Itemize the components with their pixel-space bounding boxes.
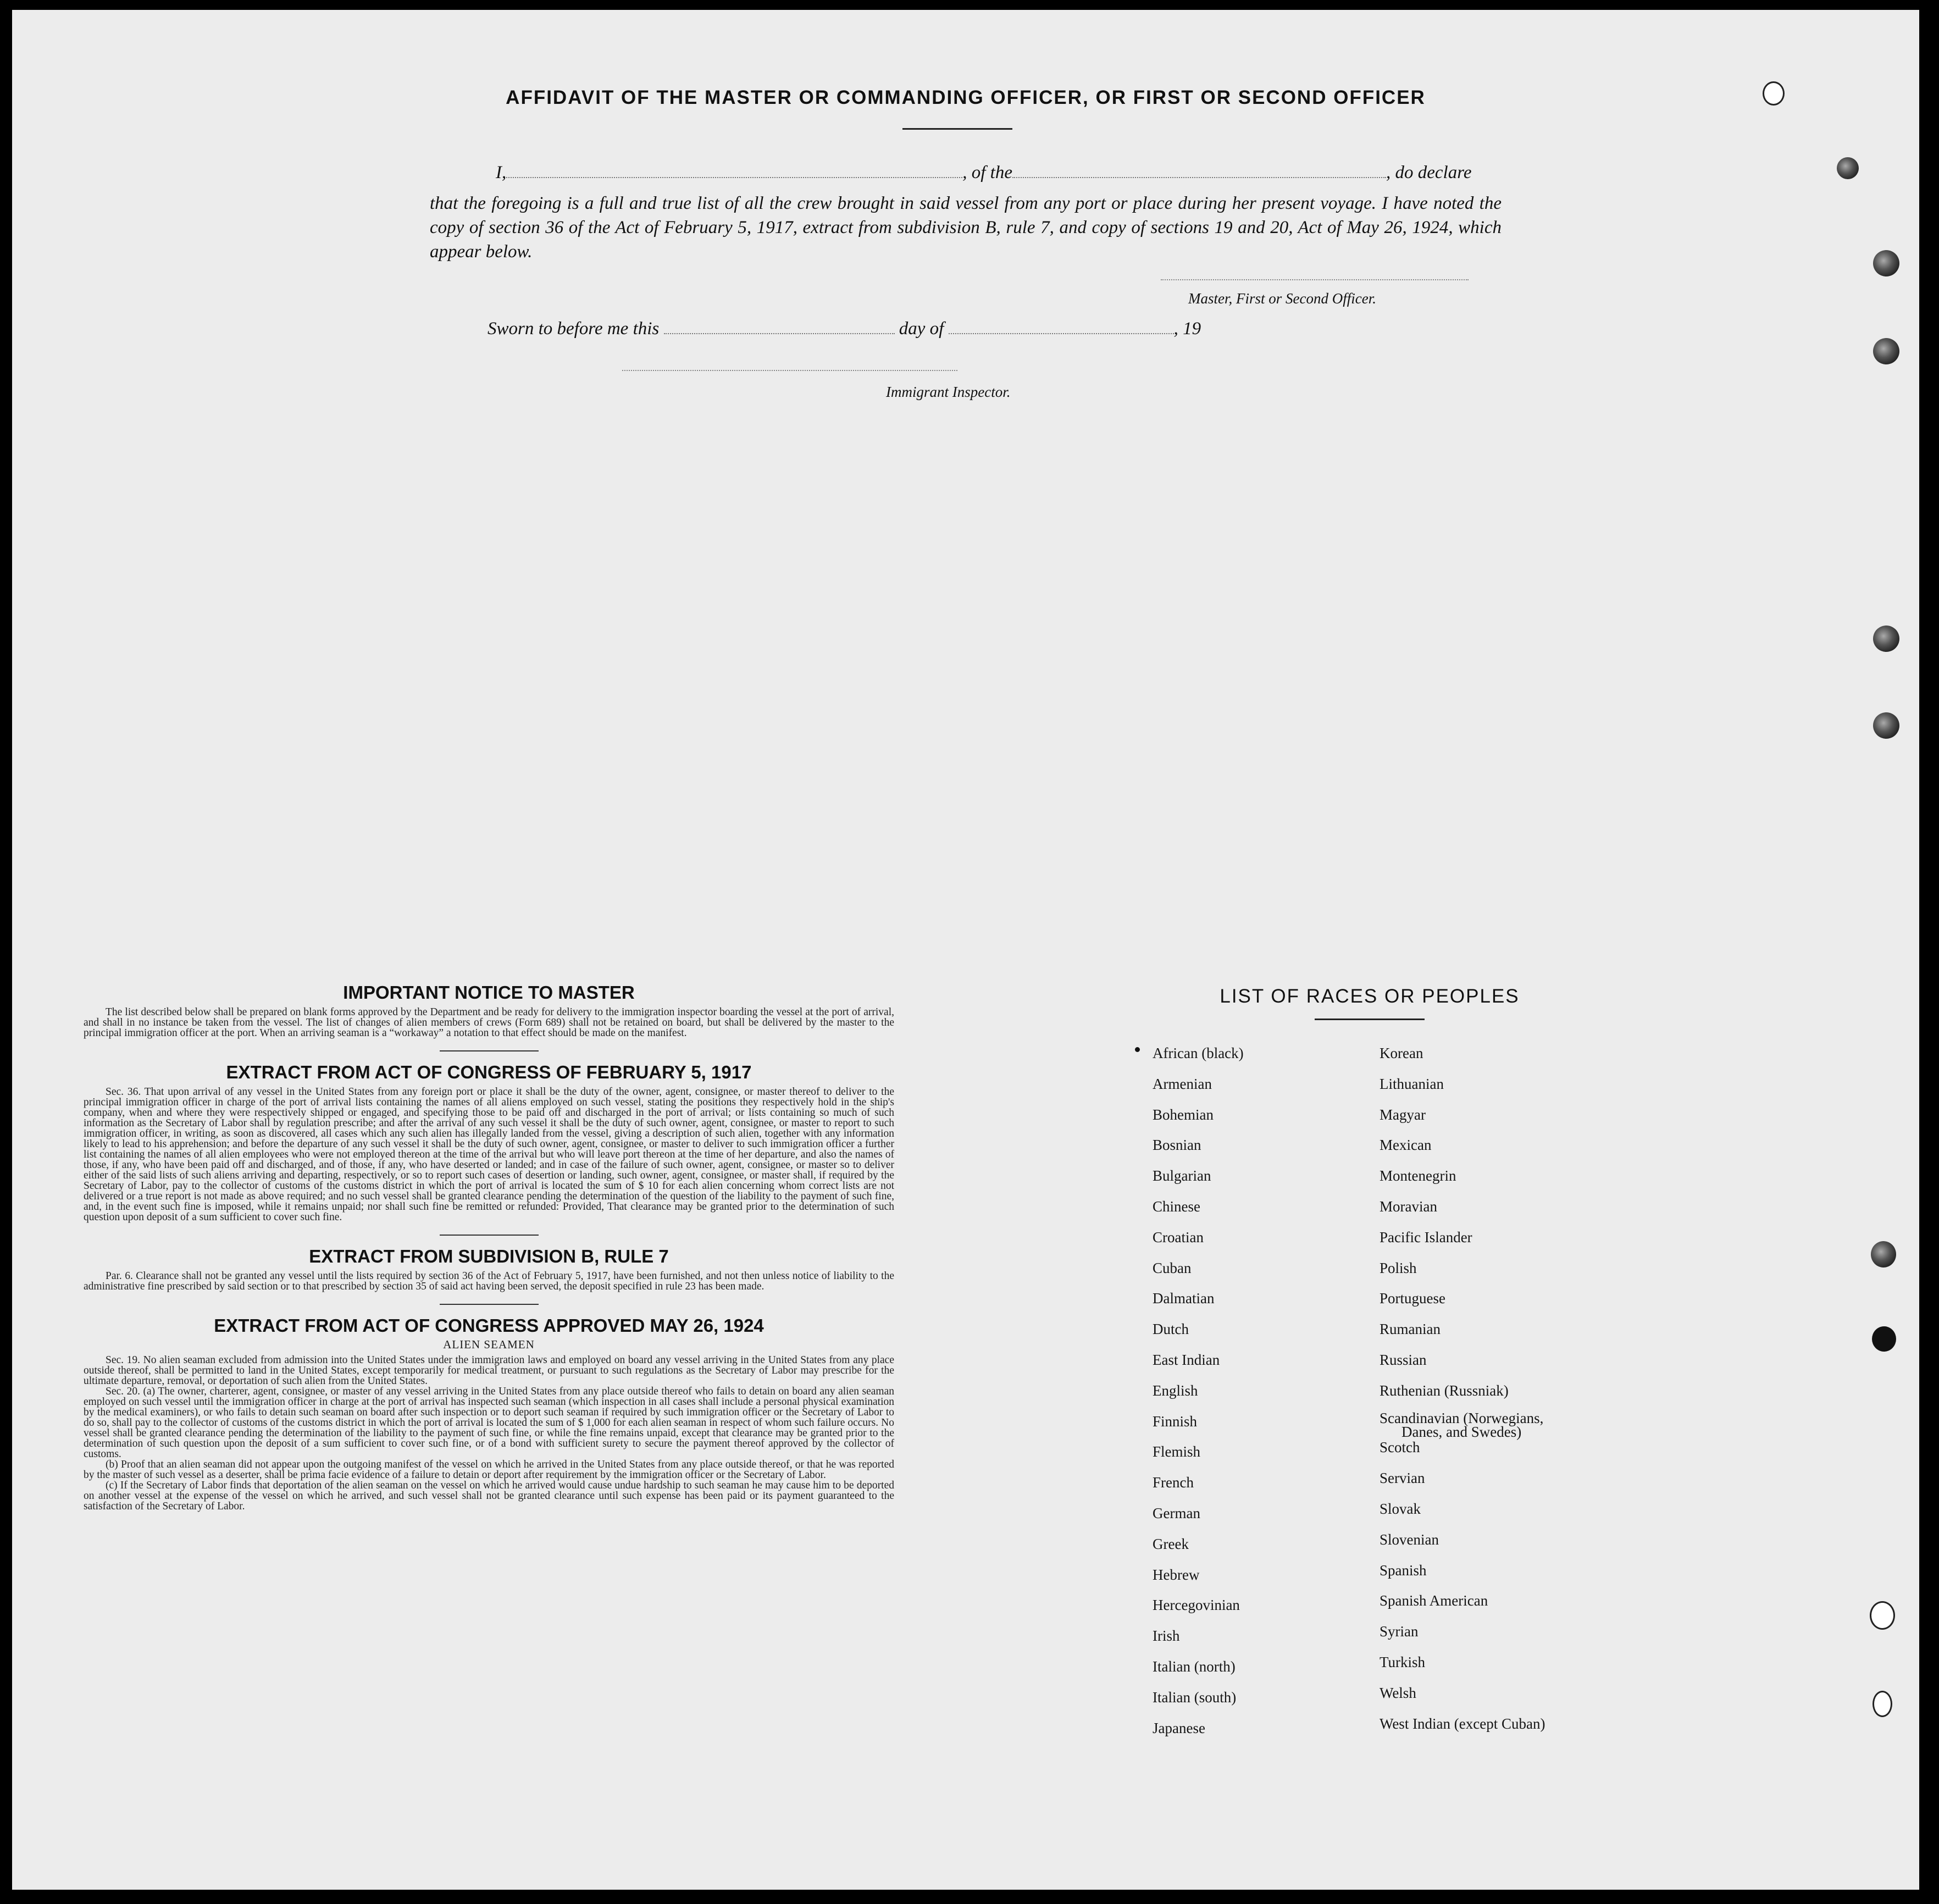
affidavit-of-the-label: , of the	[962, 163, 1012, 182]
race-item: Portuguese	[1380, 1290, 1445, 1307]
race-item: Italian (south)	[1153, 1689, 1237, 1706]
affidavit-declare-label: , do declare	[1386, 163, 1472, 182]
race-item: Montenegrin	[1380, 1167, 1456, 1185]
races-column-1	[1153, 1043, 1244, 1748]
affidavit-declaration-line	[496, 163, 1471, 183]
punch-hole	[1837, 157, 1859, 179]
punch-hole	[1872, 1326, 1896, 1352]
sec20b-text: (b) Proof that an alien seaman did not appear upon the outgoing manifest of the vessel on which he arrived in the United States from any place outside thereof, or that he was reported by the master of such vessel as a deserter, shall be prima facie evidence of a failure to detain or deport after requirement by the immigration officer or the Secretary of Labor.	[84, 1459, 894, 1481]
race-item: Bohemian	[1153, 1106, 1214, 1123]
inspector-signature-line	[622, 370, 957, 371]
race-item: Magyar	[1380, 1106, 1426, 1123]
notice-text: The list described below shall be prepared on blank forms approved by the Department and be ready for delivery to the immigration inspector boarding the vessel at the port of arrival, and shall in no instance be taken from the vessel. The list of changes of alien members of crews (Form 689) shall not be retained on board, but shall be delivered by the master to the principal immigration officer at the port. When an arriving seaman is a “workaway” a notation to that effect should be made on the manifest.	[84, 1006, 894, 1039]
race-item: Dalmatian	[1153, 1290, 1215, 1307]
race-item: Scotch	[1380, 1439, 1420, 1456]
affidavit-i-label: I,	[496, 163, 507, 182]
race-item: Mexican	[1380, 1137, 1432, 1154]
sworn-line	[487, 319, 1201, 339]
race-item: East Indian	[1153, 1351, 1220, 1368]
race-item: West Indian (except Cuban)	[1380, 1715, 1545, 1732]
race-item: Russian	[1380, 1351, 1427, 1368]
sworn-day-blank	[664, 331, 895, 334]
year-label: , 19	[1173, 319, 1201, 339]
vessel-blank	[1012, 175, 1386, 178]
divider	[440, 1304, 539, 1305]
race-item: Hebrew	[1153, 1566, 1200, 1583]
sec19-text: Sec. 19. No alien seaman excluded from admission into the United States under the immigration laws and employed on board any vessel arriving in the United States from any place outside thereof, shall be permitted to land in the United States, except temporarily for medical treatment, or pursuant to such regulations as the Secretary of Labor may prescribe for the ultimate departure, removal, or deportation of such alien from the United States.	[84, 1354, 894, 1387]
race-item: Bulgarian	[1153, 1167, 1211, 1185]
race-item: Armenian	[1153, 1075, 1212, 1092]
race-item: Syrian	[1380, 1623, 1419, 1640]
officer-signature-caption: Master, First or Second Officer.	[1188, 290, 1376, 307]
notice-heading: IMPORTANT NOTICE TO MASTER	[343, 982, 635, 1003]
punch-hole	[1873, 338, 1899, 364]
affidavit-body: that the foregoing is a full and true list of all the crew brought in said vessel from any port or place during her present voyage. I have noted the copy of section 36 of the Act of February 5, 1917, extract from subdivision B, rule 7, and copy of sections 19 and 20, Act of May 26, 1924, which appear below.	[430, 193, 1502, 262]
rule7-heading: EXTRACT FROM SUBDIVISION B, RULE 7	[309, 1246, 669, 1266]
race-item: Lithuanian	[1380, 1075, 1444, 1092]
race-item: Rumanian	[1380, 1321, 1441, 1338]
races-divider	[1315, 1019, 1425, 1020]
race-item: Korean	[1380, 1045, 1423, 1061]
race-item: Moravian	[1380, 1198, 1437, 1215]
race-item: Ruthenian (Russniak)	[1380, 1382, 1509, 1399]
sworn-label: Sworn to before me this	[487, 319, 660, 339]
punch-hole	[1871, 1241, 1896, 1268]
race-item: Finnish	[1153, 1413, 1198, 1430]
race-item-line1: Scandinavian (Norwegians,	[1380, 1409, 1544, 1426]
race-item: Greek	[1153, 1535, 1189, 1552]
punch-hole	[1873, 250, 1899, 276]
extract-1924-heading: EXTRACT FROM ACT OF CONGRESS APPROVED MAY 26, 1924	[214, 1315, 764, 1336]
sworn-month-blank	[949, 331, 1174, 334]
title-divider	[902, 128, 1012, 130]
sec20c-text: (c) If the Secretary of Labor finds that deportation of the alien seaman on the vessel on which he arrived would cause undue hardship to such seaman he may cause him to be deported on another vessel at the expense of the vessel on which he arrived, and such vessel shall not be granted clearance until such expense has been paid or its payment guaranteed to the satisfaction of the Secretary of Labor.	[84, 1480, 894, 1512]
race-item: Croatian	[1153, 1228, 1204, 1246]
day-of-label: day of	[899, 319, 944, 339]
race-item-line2: Danes, and Swedes)	[1401, 1423, 1522, 1440]
race-item: Slovak	[1380, 1500, 1421, 1517]
extract-1917-text: Sec. 36. That upon arrival of any vessel in the United States from any foreign port or place it shall be the duty of the owner, agent, consignee, or master thereof to deliver to the principal immigration officer in charge of the port of arrival lists containing the names of all aliens employed on such vessel, stating the positions they respectively hold in the ship's company, when and where they were respectively shipped or engaged, and specifying those to be paid off and discharged in the port of arrival; or lists containing so much of such information as the Secretary of Labor shall by regulation prescribe; and after the arrival of any such vessel it shall be the duty of such owner, agent, consignee, or master to report to such immigration officer, in writing, as soon as discovered, all cases which any such alien has illegally landed from the vessel, giving a description of such alien, together with any information likely to lead to his apprehension; and before the departure of any such vessel it shall be the duty of such owner, agent, consignee, or master to deliver to such immigration officer a further list containing the names of all alien employees who were not employed thereon at the time of the arrival but who will leave port thereon at the time of her departure, and also the names of those, if any, who have been paid off and discharged, and of those, if any, who have deserted or landed; and in case of the failure of such owner, agent, consignee, or master so to deliver either of the said lists of such aliens arriving and departing, respectively, or so to report such cases of desertion or landing, such owner, agent, consignee, or master shall, if required by the Secretary of Labor, pay to the collector of customs of the customs district in which the port of arrival is located the sum of $ 10 for each alien concerning whom correct lists are not delivered or a true report is not made as above required; and no such vessel shall be granted clearance pending the determination of the question of the liability to the payment of such fine, and, in the event such fine is imposed, while it remains unpaid; nor shall such fine be remitted or refunded: Provided, That clearance may be granted prior to the determination of such question upon deposit of a sum sufficient to cover such fine.	[84, 1086, 894, 1223]
race-item: Flemish	[1153, 1443, 1201, 1460]
race-item: Chinese	[1153, 1198, 1200, 1215]
extract-1917-heading: EXTRACT FROM ACT OF CONGRESS OF FEBRUARY 5, 1917	[226, 1062, 752, 1082]
officer-signature-line	[1161, 279, 1469, 280]
form-sheet	[12, 10, 1919, 1890]
race-item: Hercegovinian	[1153, 1597, 1240, 1614]
document-page	[12, 10, 1919, 1890]
punch-hole	[1870, 1601, 1895, 1630]
sec20a-text: Sec. 20. (a) The owner, charterer, agent, consignee, or master of any vessel arriving in the United States from any place outside thereof who fails to detain on board any alien seaman employed on such vessel until the immigration officer in charge at the port of arrival has inspected such seaman (which inspection in all cases shall include a personal physical examination by the medical examiners), or who fails to detain such seaman on board after such inspection or to deport such seaman if required by such immigration officer or the Secretary of Labor to do so, shall pay to the collector of customs of the customs district in which the port of arrival is located the sum of $ 1,000 for each alien seaman in respect of whom such failure occurs. No vessel shall be granted clearance pending the determination of the liability to the payment of such fine, or while the fine remains unpaid, except that clearance may be granted prior to the determination of such question upon the deposit of a sum sufficient to cover such fine, or of a bond with sufficient surety to secure the payment thereof approved by the collector of customs.	[84, 1386, 894, 1460]
race-item: Welsh	[1380, 1684, 1416, 1701]
punch-hole	[1873, 626, 1899, 652]
race-item: Pacific Islander	[1380, 1228, 1472, 1246]
affidavit-title: AFFIDAVIT OF THE MASTER OR COMMANDING OFFICER, OR FIRST OR SECOND OFFICER	[506, 87, 1426, 108]
race-item: African (black)	[1153, 1045, 1244, 1061]
notices-column	[84, 982, 894, 1512]
races-heading: LIST OF RACES OR PEOPLES	[1220, 986, 1520, 1007]
divider	[440, 1235, 539, 1236]
divider	[440, 1050, 539, 1051]
race-item: Irish	[1153, 1628, 1180, 1645]
punch-hole	[1763, 81, 1785, 106]
rule7-text: Par. 6. Clearance shall not be granted any vessel until the lists required by section 36 of the Act of February 5, 1917, have been furnished, and not then unless notice of liability to the administrative fine prescribed by said section or to that prescribed by section 35 of said act having been served, the deposit specified in rule 23 has been made.	[84, 1270, 894, 1292]
name-blank	[506, 175, 962, 178]
race-item: Spanish	[1380, 1562, 1427, 1579]
inspector-signature-caption: Immigrant Inspector.	[886, 384, 1011, 400]
race-item: Slovenian	[1380, 1531, 1439, 1548]
race-item: Japanese	[1153, 1719, 1205, 1736]
race-item: Cuban	[1153, 1259, 1192, 1276]
punch-hole	[1873, 712, 1899, 739]
race-item: Dutch	[1153, 1321, 1189, 1338]
race-item: Polish	[1380, 1259, 1417, 1276]
punch-hole	[1872, 1691, 1892, 1717]
stray-mark	[1135, 1047, 1140, 1052]
races-column-2	[1380, 1043, 1545, 1744]
race-item: French	[1153, 1474, 1194, 1491]
race-item: English	[1153, 1382, 1198, 1399]
race-item: Turkish	[1380, 1653, 1426, 1670]
race-item: German	[1153, 1504, 1200, 1521]
race-item: Bosnian	[1153, 1137, 1201, 1154]
race-item: Italian (north)	[1153, 1658, 1236, 1675]
race-item: Servian	[1380, 1470, 1425, 1487]
alien-seamen-subheading: ALIEN SEAMEN	[443, 1338, 535, 1351]
race-item: Spanish American	[1380, 1592, 1488, 1609]
